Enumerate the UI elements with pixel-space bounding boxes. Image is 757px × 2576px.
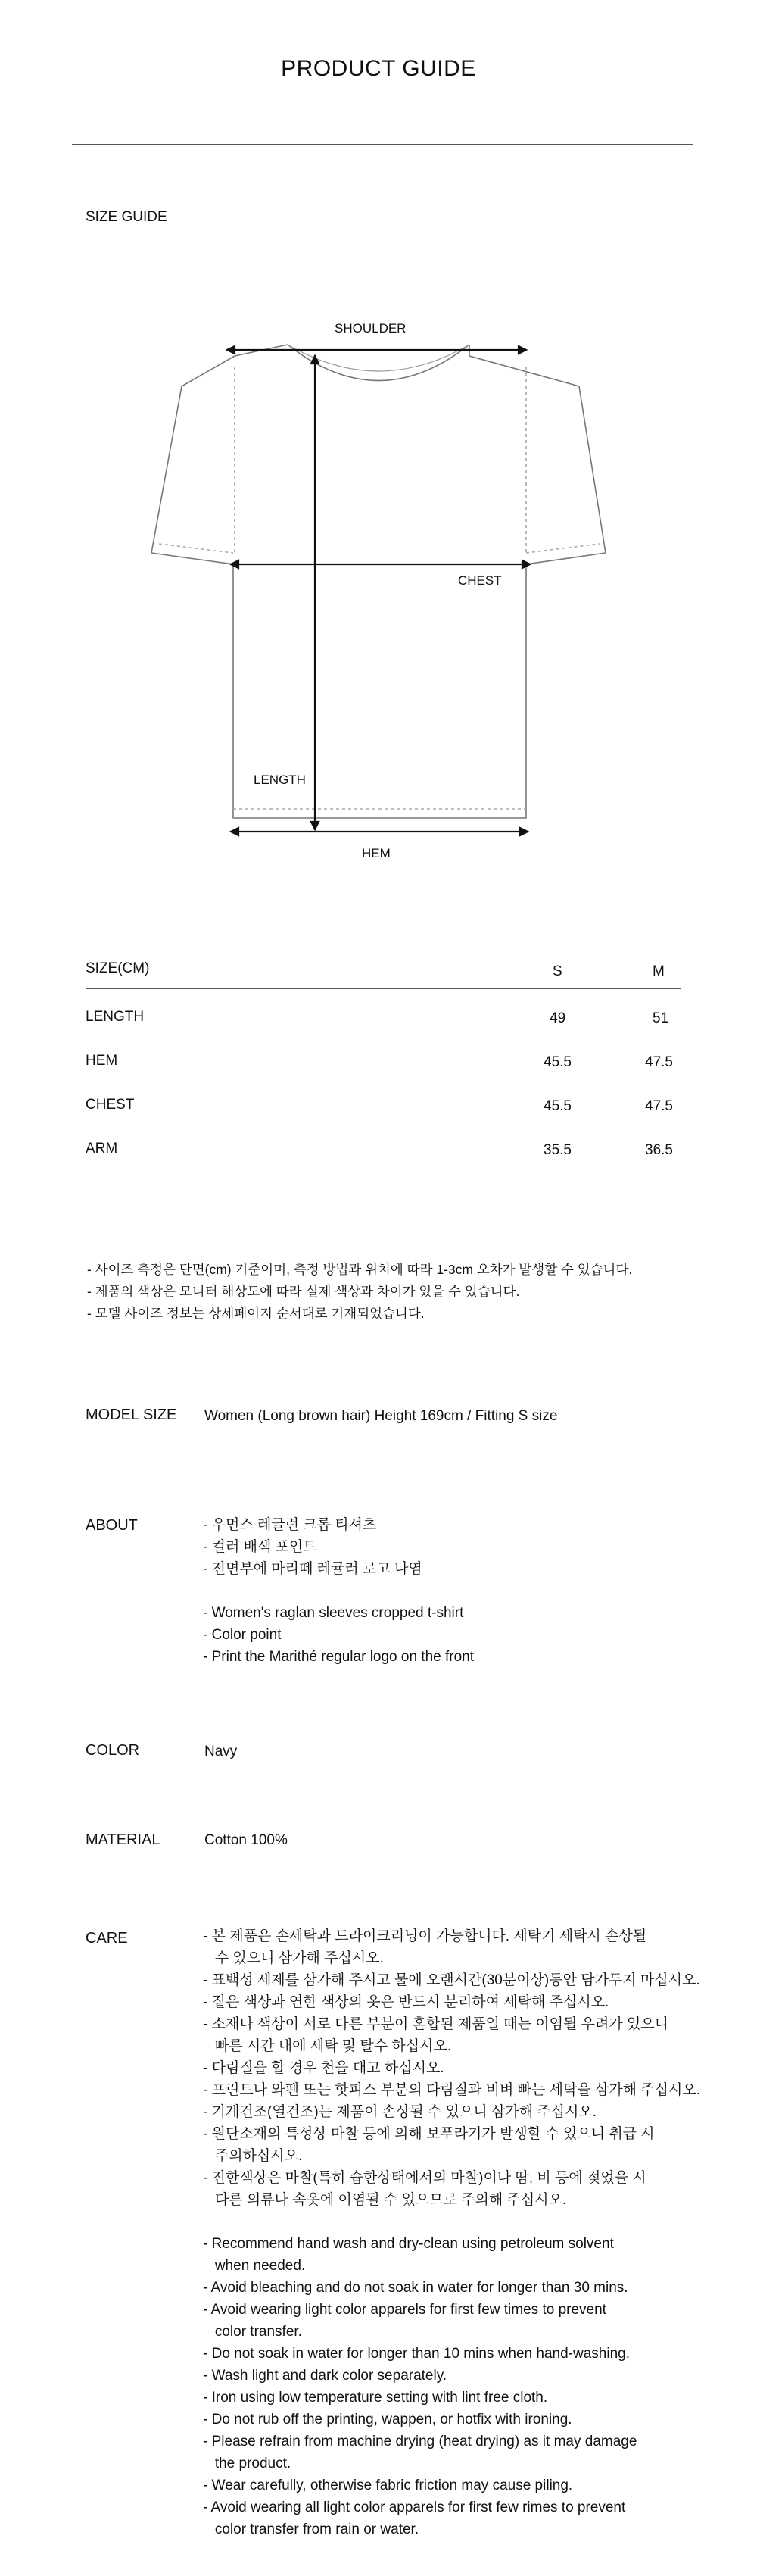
care-line: - Wear carefully, otherwise fabric friction may cause piling. xyxy=(203,2478,573,2493)
size-row-s: 35.5 xyxy=(544,1142,572,1158)
care-line: - 다림질을 할 경우 천을 대고 하십시오. xyxy=(203,2060,444,2076)
care-line: 빠른 시간 내에 세탁 및 탈수 하십시오. xyxy=(203,2038,452,2054)
size-row-m: 51 xyxy=(653,1010,669,1026)
model-size-label: MODEL SIZE xyxy=(86,1407,177,1423)
care-line: - Avoid wearing all light color apparels for first few rimes to prevent xyxy=(203,2500,626,2515)
care-line: - Do not soak in water for longer than 10 mins when hand-washing. xyxy=(203,2346,630,2362)
care-line: - Avoid wearing light color apparels for first few times to prevent xyxy=(203,2302,606,2318)
tshirt-size-diagram xyxy=(136,303,621,879)
size-row-label: HEM xyxy=(86,1053,118,1069)
notes-block xyxy=(87,1259,632,1325)
care-line: - Avoid bleaching and do not soak in water for longer than 30 mins. xyxy=(203,2280,628,2296)
size-row-s: 45.5 xyxy=(544,1054,572,1070)
care-line: 주의하십시오. xyxy=(203,2148,303,2164)
size-table-header-label: SIZE(CM) xyxy=(86,960,150,976)
care-line: the product. xyxy=(203,2456,291,2471)
care-label: CARE xyxy=(86,1930,128,1947)
care-line: - Recommend hand wash and dry-clean using petroleum solvent xyxy=(203,2236,614,2252)
care-line: - Iron using low temperature setting with lint free cloth. xyxy=(203,2390,548,2406)
care-line: - 소재나 색상이 서로 다른 부분이 혼합된 제품일 때는 이염될 우려가 있으니 xyxy=(203,2016,669,2032)
care-line: color transfer from rain or water. xyxy=(203,2521,419,2537)
care-line: 수 있으니 삼가해 주십시오. xyxy=(203,1950,384,1966)
material-label: MATERIAL xyxy=(86,1831,160,1848)
page-title: PRODUCT GUIDE xyxy=(281,56,476,81)
size-row-label: CHEST xyxy=(86,1097,135,1113)
size-row-s: 49 xyxy=(550,1010,566,1026)
care-line: - Please refrain from machine drying (heat drying) as it may damage xyxy=(203,2434,637,2450)
size-table-divider xyxy=(86,988,681,989)
diagram-label-chest: CHEST xyxy=(458,573,502,588)
diagram-label-shoulder: SHOULDER xyxy=(335,321,407,336)
size-row-m: 47.5 xyxy=(645,1098,673,1114)
care-line: - 본 제품은 손세탁과 드라이크리닝이 가능합니다. 세탁기 세탁시 손상될 xyxy=(203,1928,647,1944)
title-divider xyxy=(72,144,693,145)
about-line: - Print the Marithé regular logo on the front xyxy=(203,1649,475,1665)
size-table-header-m: M xyxy=(653,963,665,979)
size-row-label: LENGTH xyxy=(86,1009,145,1025)
material-value: Cotton 100% xyxy=(204,1832,288,1848)
note-line: - 모델 사이즈 정보는 상세페이지 순서대로 기재되었습니다. xyxy=(87,1306,425,1321)
care-line: 다른 의류나 속옷에 이염될 수 있으므로 주의해 주십시오. xyxy=(203,2192,567,2208)
size-row-m: 47.5 xyxy=(645,1054,673,1070)
about-list xyxy=(203,1514,474,1668)
care-line: - 짙은 색상과 연한 색상의 옷은 반드시 분리하여 세탁해 주십시오. xyxy=(203,1994,609,2010)
color-value: Navy xyxy=(204,1744,238,1759)
about-label: ABOUT xyxy=(86,1517,138,1534)
size-row-m: 36.5 xyxy=(645,1142,673,1158)
note-line: - 사이즈 측정은 단면(cm) 기준이며, 측정 방법과 위치에 따라 1-3cm 오차가 발생할 수 있습니다. xyxy=(87,1262,633,1277)
care-line: - Wash light and dark color separately. xyxy=(203,2368,447,2384)
care-line: color transfer. xyxy=(203,2324,302,2340)
model-size-value: Women (Long brown hair) Height 169cm / Fitting S size xyxy=(204,1408,558,1424)
size-row-label: ARM xyxy=(86,1141,118,1157)
care-line: - 표백성 세제를 삼가해 주시고 물에 오랜시간(30분이상)동안 담가두지 마십시오. xyxy=(203,1972,700,1988)
about-line: - Color point xyxy=(203,1627,282,1643)
care-line: - 원단소재의 특성상 마찰 등에 의해 보푸라기가 발생할 수 있으니 취급 시 xyxy=(203,2126,655,2142)
note-line: - 제품의 색상은 모니터 해상도에 따라 실제 색상과 차이가 있을 수 있습니다. xyxy=(87,1284,520,1299)
care-line: - 기계건조(열건조)는 제품이 손상될 수 있으니 삼가해 주십시오. xyxy=(203,2104,597,2120)
care-line: - 프린트나 와펜 또는 핫피스 부분의 다림질과 비벼 빠는 세탁을 삼가해 주십시오. xyxy=(203,2082,701,2098)
about-line: - 우먼스 레글런 크롭 티셔츠 xyxy=(203,1517,377,1533)
size-guide-heading: SIZE GUIDE xyxy=(86,209,167,225)
diagram-label-length: LENGTH xyxy=(254,773,306,787)
color-label: COLOR xyxy=(86,1742,140,1759)
diagram-label-hem: HEM xyxy=(362,846,391,860)
size-table-header-s: S xyxy=(553,963,562,979)
about-line: - Women's raglan sleeves cropped t-shirt xyxy=(203,1605,464,1621)
about-line: - 컬러 배색 포인트 xyxy=(203,1539,317,1555)
care-line: - 진한색상은 마찰(특히 습한상태에서의 마찰)이나 땀, 비 등에 젖었을 시 xyxy=(203,2170,646,2186)
care-line: - Do not rub off the printing, wappen, or hotfix with ironing. xyxy=(203,2412,572,2428)
care-line: when needed. xyxy=(203,2258,306,2274)
care-list xyxy=(203,1925,700,2540)
about-line: - 전면부에 마리떼 레귤러 로고 나염 xyxy=(203,1561,422,1577)
size-row-s: 45.5 xyxy=(544,1098,572,1114)
